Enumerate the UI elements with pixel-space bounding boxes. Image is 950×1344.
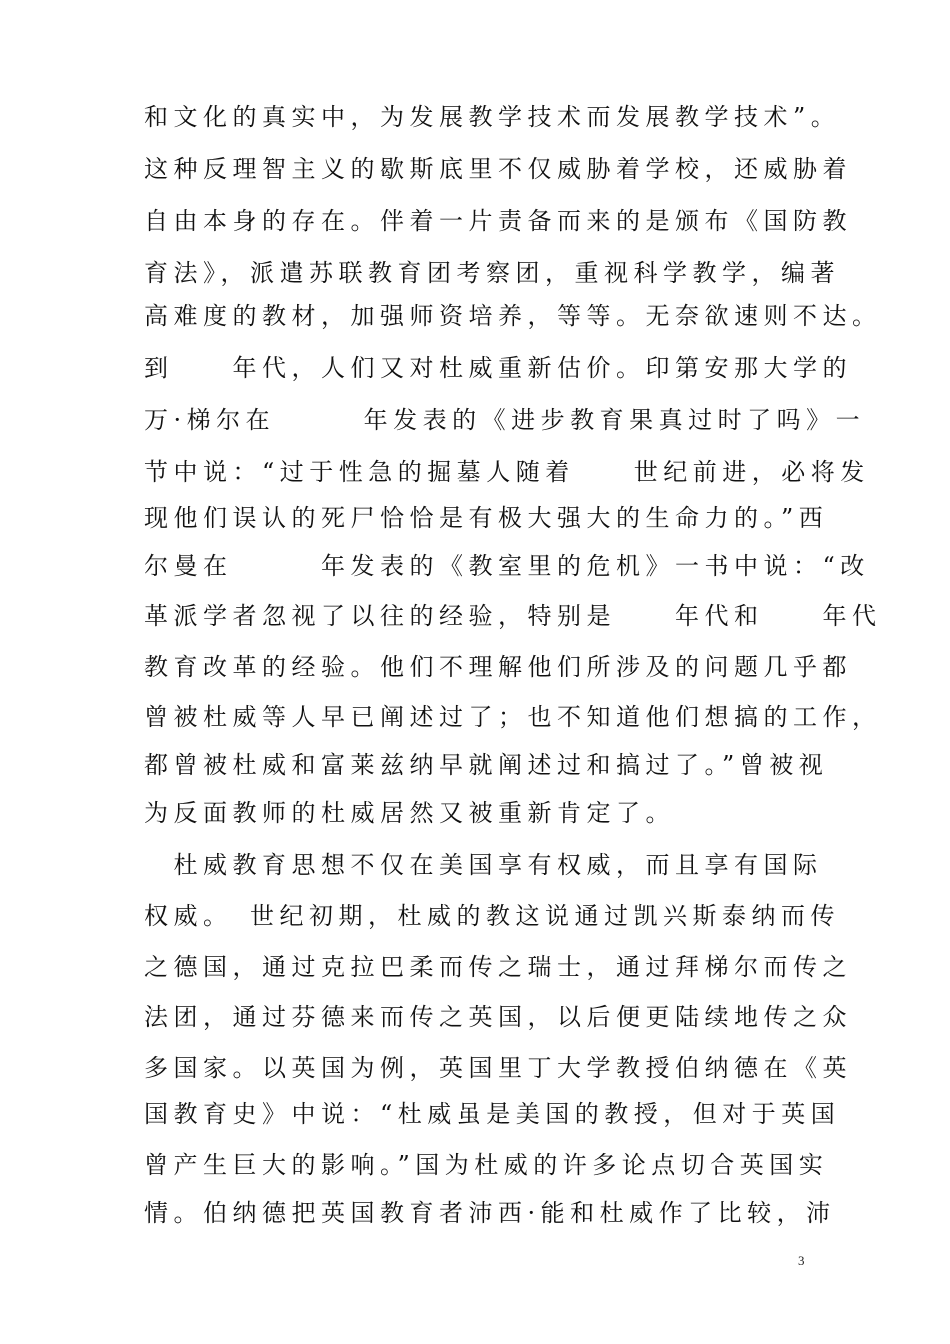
text-line: 尔曼在 年发表的《教室里的危机》一书中说：“改: [144, 552, 870, 580]
text-line: 国教育史》中说：“杜威虽是美国的教授，但对于英国: [144, 1100, 841, 1128]
text-line: 育法》，派遣苏联教育团考察团，重视科学教学，编著: [144, 259, 840, 287]
text-line: 都曾被杜威和富莱兹纳早就阐述过和搞过了。”曾被视: [144, 751, 829, 779]
text-line: 多国家。以英国为例，英国里丁大学教授伯纳德在《英: [144, 1054, 852, 1082]
paragraph-first-line: 杜威教育思想不仅在美国享有权威，而且享有国际: [144, 851, 823, 879]
text-line: 万·梯尔在 年发表的《进步教育果真过时了吗》一: [144, 406, 866, 434]
page-number: 3: [798, 1253, 805, 1268]
text-line: 自由本身的存在。伴着一片责备而来的是颁布《国防教: [144, 207, 852, 235]
text-line: 现他们误认的死尸恰恰是有极大强大的生命力的。”西: [144, 504, 829, 532]
text-line: 情。伯纳德把英国教育者沛西·能和杜威作了比较，沛: [144, 1199, 836, 1227]
text-line: 权威。 世纪初期，杜威的教这说通过凯兴斯泰纳而传: [144, 902, 840, 930]
text-line: 高难度的教材，加强师资培养，等等。无奈欲速则不达。: [144, 302, 882, 330]
text-line: 和文化的真实中，为发展教学技术而发展教学技术”。: [144, 103, 841, 131]
text-line: 法团，通过芬德来而传之英国，以后便更陆续地传之众: [144, 1003, 852, 1031]
text-line: 这种反理智主义的歇斯底里不仅威胁着学校，还威胁着: [144, 155, 852, 183]
text-line: 革派学者忽视了以往的经验，特别是 年代和 年代: [144, 602, 882, 630]
text-line: 之德国，通过克拉巴柔而传之瑞士，通过拜梯尔而传之: [144, 953, 852, 981]
text-line: 教育改革的经验。他们不理解他们所涉及的问题几乎都: [144, 653, 852, 681]
text-line: 节中说：“过于性急的掘墓人随着 世纪前进，必将发: [144, 458, 870, 486]
text-line: 曾被杜威等人早已阐述过了；也不知道他们想搞的工作，: [144, 703, 882, 731]
text-line: 曾产生巨大的影响。”国为杜威的许多论点切合英国实: [144, 1151, 829, 1179]
text-line: 为反面教师的杜威居然又被重新肯定了。: [144, 799, 675, 827]
text-line: 到 年代，人们又对杜威重新估价。印第安那大学的: [144, 354, 852, 382]
